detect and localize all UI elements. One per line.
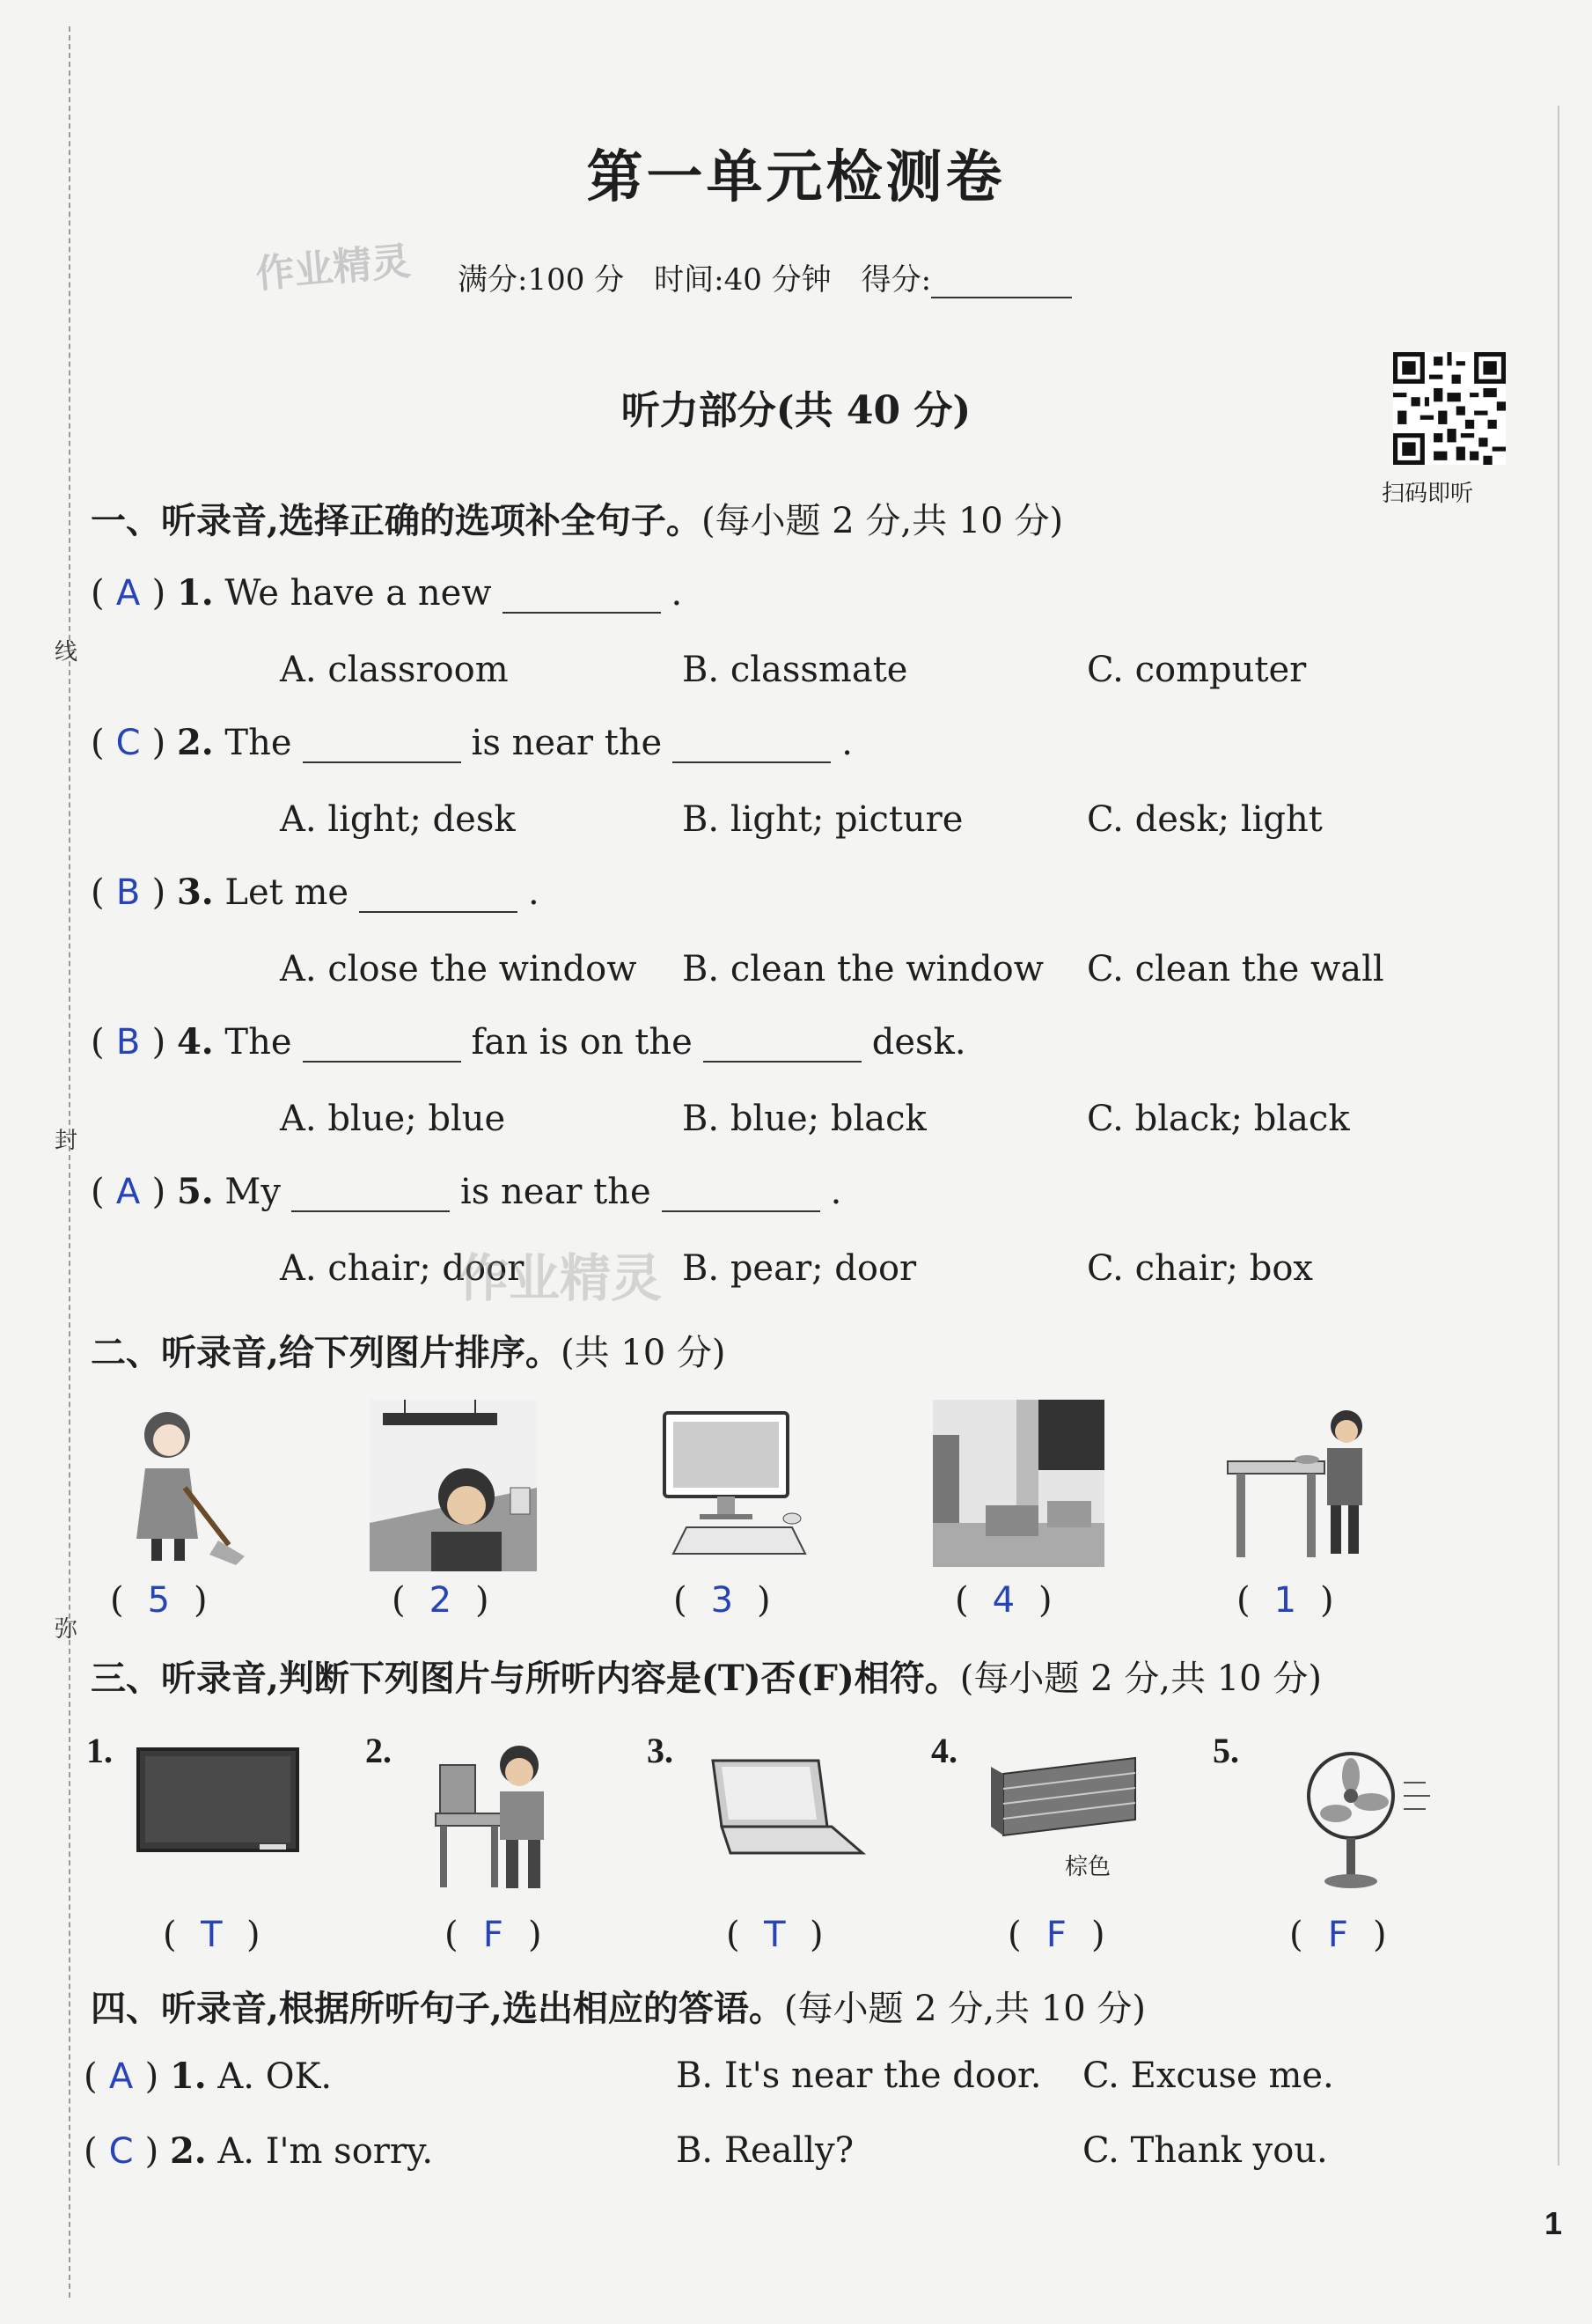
s4-question-1: ( A ) 1. A. OK.: [84, 2056, 333, 2097]
s4-number-1: 1.: [169, 2056, 207, 2097]
s1-q1-blank: [503, 582, 661, 614]
s1-q4-text-b: fan is on the: [471, 1022, 693, 1063]
s4-question-2: ( C ) 2. A. I'm sorry.: [84, 2130, 434, 2172]
boy-chair-picture: [422, 1739, 576, 1897]
watermark: 作业精灵: [253, 239, 413, 298]
s1-q2-blank-2: [672, 732, 831, 763]
s1-q5-text-c: .: [830, 1172, 842, 1212]
s4-q1-option-a: A. OK.: [217, 2056, 333, 2097]
s3-answer-5-row: ( F ): [1289, 1915, 1387, 1955]
s1-answer-2[interactable]: C: [115, 723, 141, 763]
section3-title-text: 三、听录音,判断下列图片与所听内容是(T)否(F)相符。: [91, 1658, 960, 1699]
s1-q4-blank-1: [303, 1031, 461, 1063]
s4-q1-option-b: B. It's near the door.: [676, 2056, 1042, 2096]
s1-q2-text-a: The: [224, 723, 292, 763]
s4-q2-option-a: A. I'm sorry.: [217, 2131, 434, 2172]
s3-number-1: 1.: [86, 1731, 113, 1770]
section4-note: (每小题 2 分,共 10 分): [783, 1989, 1146, 2029]
s4-q1-option-c: C. Excuse me.: [1082, 2056, 1334, 2096]
s1-number-3: 3.: [176, 872, 214, 913]
score-info: [458, 255, 1072, 298]
page-title: 第一单元检测卷: [586, 144, 1006, 210]
binding-line: [69, 26, 70, 2298]
fan-picture: [1294, 1747, 1434, 1897]
s1-question-1: ( A ) 1. We have a new .: [91, 572, 683, 614]
s1-answer-4[interactable]: B: [115, 1022, 141, 1063]
s1-q4-option-c: C. black; black: [1087, 1099, 1350, 1139]
s1-question-4: ( B ) 4. The fan is on the desk.: [91, 1021, 966, 1063]
s1-number-1: 1.: [176, 572, 214, 614]
s2-answer-1-row: ( 5 ): [110, 1580, 208, 1621]
s1-q4-text-a: The: [224, 1022, 292, 1063]
s2-answer-2-row: ( 2 ): [392, 1580, 489, 1621]
section4-title-text: 四、听录音,根据所听句子,选出相应的答语。: [91, 1988, 784, 2029]
s1-q1-option-c: C. computer: [1087, 650, 1307, 690]
section3-note: (每小题 2 分,共 10 分): [959, 1658, 1322, 1699]
laptop-picture: [704, 1756, 871, 1862]
section3-title: [91, 1651, 1322, 1701]
blackboard-picture: [136, 1747, 299, 1857]
score-blank: [931, 270, 1072, 298]
s1-question-2: ( C ) 2. The is near the .: [91, 722, 853, 763]
s1-number-4: 4.: [176, 1021, 214, 1063]
s1-q2-text-c: .: [841, 723, 853, 763]
s1-q1-option-b: B. classmate: [682, 650, 908, 690]
s1-q3-option-c: C. clean the wall: [1087, 949, 1384, 989]
s3-answer-4-row: ( F ): [1008, 1915, 1105, 1955]
s2-answer-4-row: ( 4 ): [955, 1580, 1053, 1621]
s4-q2-option-c: C. Thank you.: [1082, 2130, 1328, 2171]
s2-answer-5-row: ( 1 ): [1236, 1580, 1334, 1621]
s1-q2-text-b: is near the: [471, 723, 663, 763]
s1-q1-option-a: A. classroom: [280, 650, 509, 690]
s3-answer-4[interactable]: F: [1045, 1915, 1067, 1955]
s1-q2-blank-1: [303, 732, 461, 763]
girl-sweeping-picture: [106, 1400, 255, 1567]
s1-q3-text-b: .: [528, 872, 539, 913]
brown-label: 棕色: [1065, 1854, 1111, 1880]
window-room-picture: [933, 1400, 1104, 1567]
qr-caption: 扫码即听: [1382, 481, 1474, 507]
s2-answer-4[interactable]: 4: [992, 1580, 1016, 1621]
s1-q4-blank-2: [703, 1031, 862, 1063]
s3-answer-5[interactable]: F: [1327, 1915, 1348, 1955]
s1-q4-text-c: desk.: [871, 1022, 966, 1063]
section2-note: (共 10 分): [560, 1333, 726, 1373]
s2-answer-2[interactable]: 2: [429, 1580, 452, 1621]
s1-q5-option-a: A. chair; door: [280, 1248, 525, 1289]
s3-number-4: 4.: [931, 1731, 957, 1770]
s4-q2-option-b: B. Really?: [676, 2130, 855, 2171]
boy-cleaning-desk-picture: [1223, 1400, 1382, 1567]
s3-answer-2-row: ( F ): [444, 1915, 542, 1955]
s1-q1-text-b: .: [671, 573, 683, 614]
section1-title: [91, 493, 1063, 543]
margin-char-feng: 封: [55, 1128, 78, 1154]
s1-q4-option-a: A. blue; blue: [280, 1099, 506, 1139]
s1-q5-option-c: C. chair; box: [1087, 1248, 1313, 1289]
s1-answer-5[interactable]: A: [115, 1172, 141, 1212]
section4-title: [91, 1981, 1146, 2031]
section1-title-text: 一、听录音,选择正确的选项补全句子。: [91, 500, 701, 541]
listening-title: 听力部分(共 40 分): [620, 388, 972, 433]
computer-picture: [651, 1400, 827, 1567]
s1-q5-blank-1: [291, 1180, 450, 1212]
s1-q5-option-b: B. pear; door: [682, 1248, 917, 1289]
section2-title: [91, 1325, 725, 1375]
section1-note: (每小题 2 分,共 10 分): [701, 501, 1064, 541]
s1-q3-option-b: B. clean the window: [682, 949, 1044, 989]
s2-answer-3-row: ( 3 ): [673, 1580, 771, 1621]
s1-q2-option-a: A. light; desk: [280, 799, 516, 840]
s1-answer-3[interactable]: B: [115, 872, 141, 913]
margin-char-mi: 弥: [55, 1616, 78, 1643]
s1-q5-text-b: is near the: [459, 1172, 651, 1212]
score-info-text: 满分:100 分 时间:40 分钟 得分:: [458, 262, 932, 298]
s3-number-5: 5.: [1213, 1731, 1239, 1770]
s1-question-5: ( A ) 5. My is near the .: [91, 1171, 842, 1212]
s1-answer-1[interactable]: A: [115, 573, 141, 614]
page-number: 1: [1544, 2205, 1562, 2241]
s1-q3-blank: [359, 881, 517, 913]
s1-q2-option-b: B. light; picture: [682, 799, 964, 840]
watermark-center: 作业精灵: [458, 1248, 663, 1308]
s3-answer-1-row: ( T ): [163, 1915, 260, 1955]
s4-answer-1[interactable]: A: [108, 2056, 134, 2097]
s1-q2-option-c: C. desk; light: [1087, 799, 1323, 840]
s1-number-5: 5.: [176, 1171, 214, 1212]
s1-q3-text-a: Let me: [224, 872, 349, 913]
s2-answer-3[interactable]: 3: [710, 1580, 734, 1621]
s1-question-3: ( B ) 3. Let me .: [91, 872, 539, 913]
s1-q3-option-a: A. close the window: [280, 949, 637, 989]
s3-number-3: 3.: [647, 1731, 673, 1770]
s1-q1-text-a: We have a new: [224, 573, 492, 614]
s3-answer-2[interactable]: F: [482, 1915, 503, 1955]
s3-number-2: 2.: [365, 1731, 392, 1770]
s3-answer-3-row: ( T ): [726, 1915, 824, 1955]
s3-answer-3[interactable]: T: [764, 1915, 786, 1955]
margin-char-xian: 线: [55, 639, 78, 666]
s4-answer-2[interactable]: C: [108, 2131, 134, 2172]
s1-number-2: 2.: [176, 722, 214, 763]
s3-answer-1[interactable]: T: [201, 1915, 223, 1955]
s1-q4-option-b: B. blue; black: [682, 1099, 927, 1139]
s1-q5-text-a: My: [224, 1172, 281, 1212]
boy-light-switch-picture: [370, 1400, 537, 1571]
qr-code-icon[interactable]: [1393, 352, 1506, 465]
section2-title-text: 二、听录音,给下列图片排序。: [91, 1332, 561, 1373]
s4-number-2: 2.: [169, 2130, 207, 2172]
s1-q5-blank-2: [662, 1180, 820, 1212]
s2-answer-1[interactable]: 5: [147, 1580, 171, 1621]
s2-answer-5[interactable]: 1: [1273, 1580, 1297, 1621]
